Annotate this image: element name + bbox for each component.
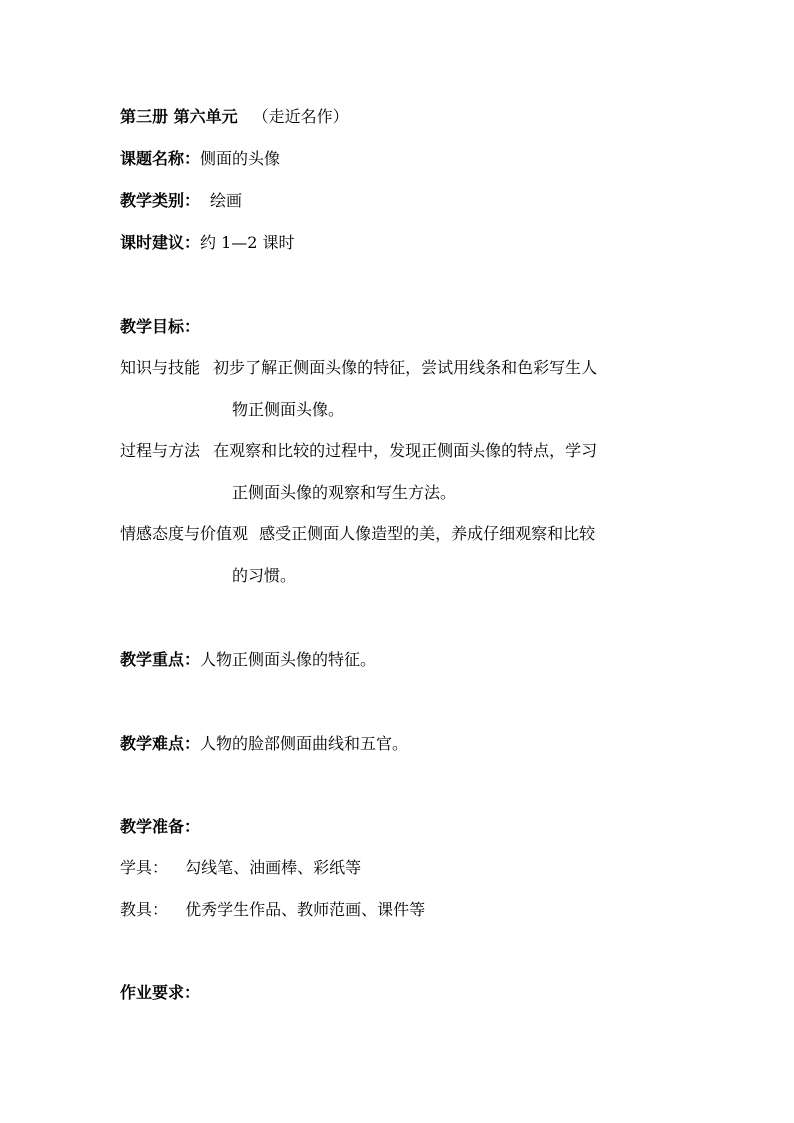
process-text-cont: 正侧面头像的观察和写生方法。 — [232, 483, 457, 502]
type-label: 教学类别： — [120, 191, 201, 210]
homework-heading: 作业要求： — [120, 983, 201, 1002]
preparation-heading: 教学准备： — [120, 817, 201, 836]
student-tools-label: 学具： — [120, 858, 169, 877]
topic-line — [120, 148, 280, 170]
topic-label: 课题名称： — [120, 149, 201, 168]
type-line — [120, 190, 242, 212]
difficulty-text: 人物的脸部侧面曲线和五官。 — [200, 734, 409, 753]
teacher-tools-line — [120, 899, 425, 921]
teacher-tools-text: 优秀学生作品、教师范画、课件等 — [185, 900, 426, 919]
unit-theme: （走近名作） — [252, 107, 349, 126]
process-line — [120, 440, 597, 462]
type-value: 绘画 — [210, 191, 243, 210]
hours-value: 约 1—2 课时 — [200, 233, 295, 252]
knowledge-text: 初步了解正侧面头像的特征，尝试用线条和色彩写生人 — [213, 358, 598, 377]
teacher-tools-label: 教具： — [120, 900, 169, 919]
header-line — [120, 106, 349, 128]
emotion-text-cont: 的习惯。 — [232, 566, 297, 585]
emotion-text: 感受正侧面人像造型的美，养成仔细观察和比较 — [259, 524, 596, 543]
knowledge-text-cont: 物正侧面头像。 — [232, 400, 345, 419]
hours-line — [120, 232, 295, 254]
knowledge-line — [120, 357, 597, 379]
hours-label: 课时建议： — [120, 233, 201, 252]
emotion-line — [120, 523, 595, 545]
student-tools-line — [120, 857, 361, 879]
student-tools-text: 勾线笔、油画棒、彩纸等 — [185, 858, 362, 877]
book-unit: 第三册 第六单元 — [120, 107, 238, 126]
key-point-label: 教学重点： — [120, 650, 201, 669]
process-text: 在观察和比较的过程中，发现正侧面头像的特点，学习 — [213, 441, 598, 460]
process-label: 过程与方法 — [120, 441, 201, 460]
key-point-text: 人物正侧面头像的特征。 — [200, 650, 377, 669]
emotion-label: 情感态度与价值观 — [120, 524, 249, 543]
difficulty-label: 教学难点： — [120, 734, 201, 753]
topic-value: 侧面的头像 — [200, 149, 281, 168]
goals-heading: 教学目标： — [120, 317, 201, 336]
key-point-line — [120, 649, 376, 671]
difficulty-line — [120, 733, 408, 755]
knowledge-label: 知识与技能 — [120, 358, 201, 377]
